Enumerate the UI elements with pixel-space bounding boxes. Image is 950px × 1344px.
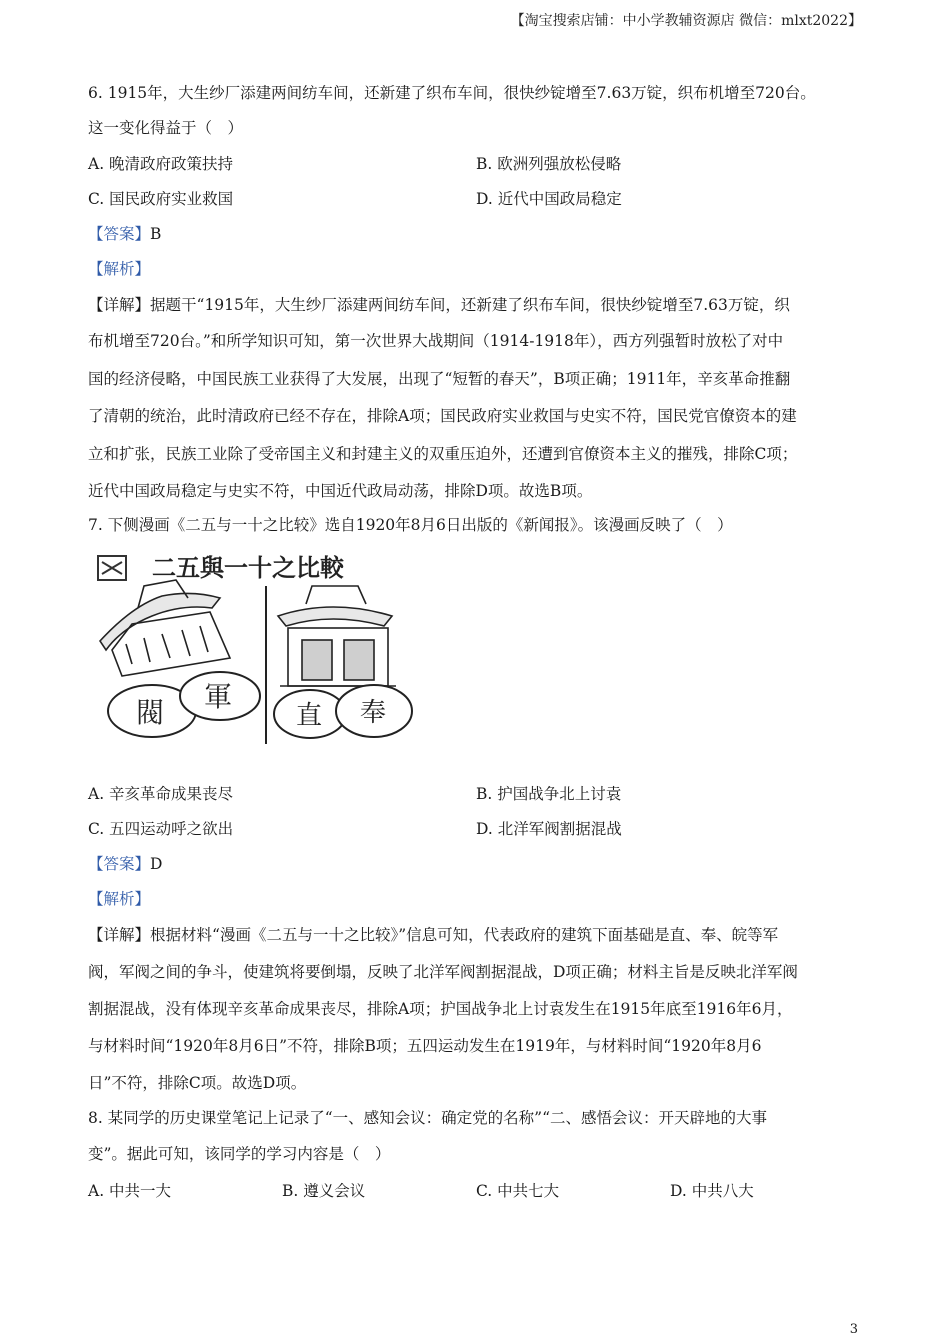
q7-analysis-tag: [88, 888, 862, 910]
cartoon-left-building: [100, 580, 230, 676]
q7-option-b: B. 护国战争北上讨袁: [476, 785, 622, 803]
detail-text: 据题干“1915年，大生纱厂添建两间纺车间，还新建了织布车间，很快纱锭增至7.63万锭，织: [150, 296, 790, 314]
q7-detail-line-5: 日”不符，排除C项。故选D项。: [88, 1074, 307, 1092]
q8-stem-line-1: 8. 某同学的历史课堂笔记上记录了“一、感知会议：确定党的名称”“二、感悟会议：开天辟地的大事: [88, 1109, 767, 1127]
q7-option-a: A. 辛亥革命成果丧尽: [88, 785, 234, 803]
analysis-tag: 【解析】: [88, 260, 151, 278]
q7-answer: [88, 853, 862, 875]
cartoon-char-1: 閥: [136, 696, 165, 729]
q8-option-c: C. 中共七大: [476, 1182, 560, 1200]
cartoon-seal-icon: [98, 556, 126, 580]
q6-option-d: D. 近代中国政局稳定: [476, 190, 622, 208]
cartoon-char-3: 直: [296, 701, 323, 731]
cartoon-right-building: [278, 586, 396, 686]
q7-detail-line-1: [88, 924, 862, 946]
q6-detail-line-5: 立和扩张，民族工业除了受帝国主义和封建主义的双重压迫外，还遭到官僚资本主义的摧残，排除C项；: [88, 445, 798, 463]
page-number: 3: [849, 1322, 858, 1337]
q6-detail-line-1: [88, 294, 862, 316]
q6-option-b: B. 欧洲列强放松侵略: [476, 155, 622, 173]
q8-option-d: D. 中共八大: [670, 1182, 754, 1200]
analysis-tag: 【解析】: [88, 890, 151, 908]
q7-detail-line-3: 割据混战，没有体现辛亥革命成果丧尽，排除A项；护国战争北上讨袁发生在1915年底至1916年6月，: [88, 1000, 793, 1018]
cartoon-image: [92, 546, 422, 746]
q6-detail-line-6: 近代中国政局稳定与史实不符，中国近代政局动荡，排除D项。故选B项。: [88, 482, 593, 500]
q7-stem: 7. 下侧漫画《二五与一十之比较》选自1920年8月6日出版的《新闻报》。该漫画反映了（ ）: [88, 516, 733, 534]
q6-option-c: C. 国民政府实业救国: [88, 190, 234, 208]
q6-option-a: A. 晚清政府政策扶持: [88, 155, 234, 173]
q7-option-d: D. 北洋军阀割据混战: [476, 820, 622, 838]
answer-tag: 【答案】: [88, 225, 151, 243]
q6-detail-line-4: 了清朝的统治，此时清政府已经不存在，排除A项；国民政府实业救国与史实不符，国民党官僚资本的建: [88, 407, 797, 425]
q7-detail-line-2: 阀，军阀之间的争斗，使建筑将要倒塌，反映了北洋军阀割据混战，D项正确；材料主旨是反映北洋军阀: [88, 963, 798, 981]
q7-option-c: C. 五四运动呼之欲出: [88, 820, 234, 838]
q6-stem-line-2: 这一变化得益于（ ）: [88, 119, 244, 137]
q7-detail-line-4: 与材料时间“1920年8月6日”不符，排除B项；五四运动发生在1919年，与材料时间“1920年8月6: [88, 1037, 762, 1055]
detail-tag: 【详解】: [88, 926, 151, 944]
q8-option-b: B. 遵义会议: [282, 1182, 366, 1200]
q6-detail-line-3: 国的经济侵略，中国民族工业获得了大发展，出现了“短暂的春天”，B项正确；1911年，辛亥革命推翻: [88, 370, 791, 388]
q6-stem-line-1: 6. 1915年，大生纱厂添建两间纺车间，还新建了织布车间，很快纱锭增至7.63万锭，织布机增至720台。: [88, 84, 816, 102]
q6-answer: [88, 223, 862, 245]
detail-tag: 【详解】: [88, 296, 151, 314]
answer-tag: 【答案】: [88, 855, 151, 873]
q8-stem-line-2: 变”。据此可知，该同学的学习内容是（ ）: [88, 1145, 391, 1163]
cartoon-char-2: 軍: [204, 680, 233, 713]
page-header: 【淘宝搜索店铺：中小学教辅资源店 微信：mlxt2022】: [510, 13, 862, 29]
cartoon-char-4: 奉: [360, 698, 387, 728]
q6-detail-line-2: 布机增至720台。”和所学知识可知，第一次世界大战期间（1914-1918年），西方列强暂时放松了对中: [88, 332, 784, 350]
answer-value: B: [150, 225, 162, 243]
detail-text: 根据材料“漫画《二五与一十之比较》”信息可知，代表政府的建筑下面基础是直、奉、皖等军: [150, 926, 779, 944]
cartoon-title: 二五與一十之比較: [152, 553, 344, 582]
q6-analysis-tag: [88, 258, 862, 280]
q8-option-a: A. 中共一大: [88, 1182, 172, 1200]
answer-value: D: [150, 855, 163, 873]
